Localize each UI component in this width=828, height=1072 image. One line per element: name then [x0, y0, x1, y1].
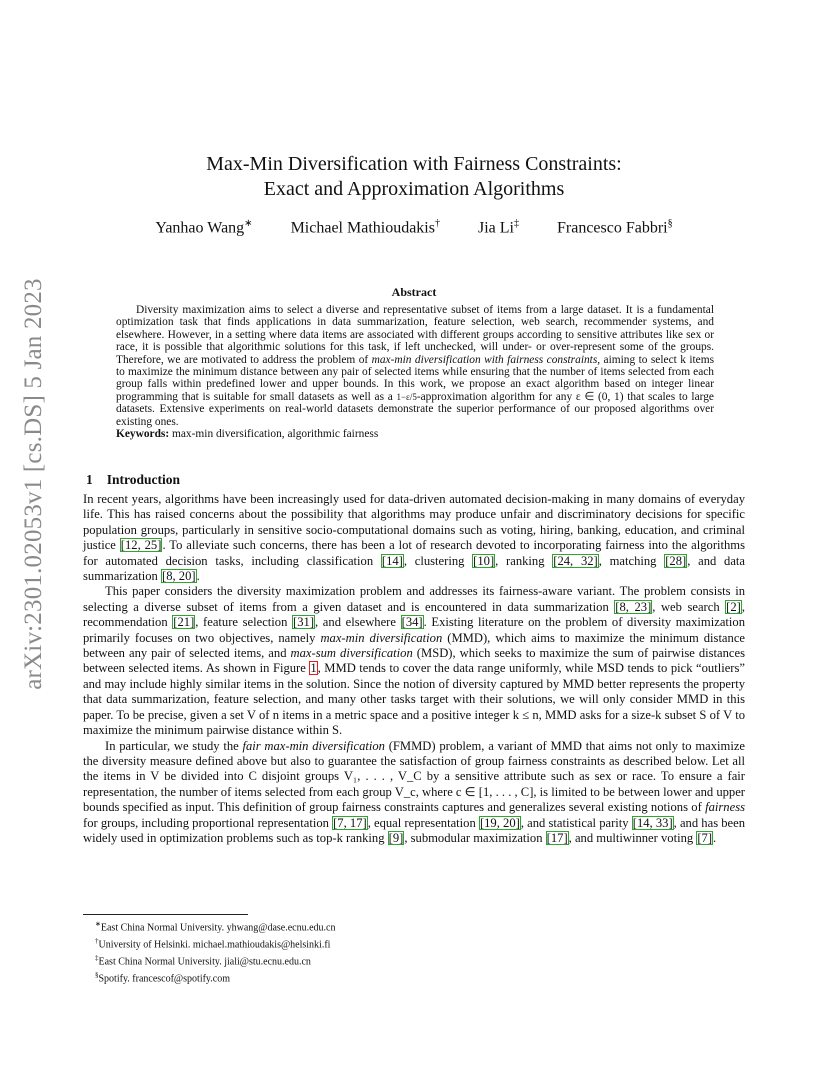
citation-link[interactable]: [28] — [665, 553, 687, 568]
citation-link[interactable]: [8, 23] — [615, 599, 652, 614]
citation-link[interactable]: [17] — [546, 830, 568, 845]
arxiv-identifier: arXiv:2301.02053v1 [cs.DS] 5 Jan 2023 — [20, 278, 47, 690]
citation-link[interactable]: [7, 17] — [333, 815, 367, 830]
author-list — [0, 218, 828, 237]
author: Yanhao Wang∗ — [155, 218, 253, 237]
footnote: §Spotify. francescof@spotify.com — [95, 970, 230, 985]
citation-link[interactable]: [12, 25] — [120, 538, 162, 553]
citation-link[interactable]: [2] — [726, 599, 741, 614]
section-heading: 1 Introduction — [86, 472, 181, 487]
abstract-heading: Abstract — [391, 285, 437, 299]
title-line-1: Max-Min Diversification with Fairness Constraints: — [206, 153, 622, 175]
citation-link[interactable]: [10] — [473, 553, 495, 568]
introduction-body — [83, 492, 745, 846]
citation-link[interactable]: [14, 33] — [632, 815, 673, 830]
citation-link[interactable]: [34] — [401, 615, 423, 630]
citation-link[interactable]: [24, 32] — [553, 553, 598, 568]
citation-link[interactable]: [7] — [697, 830, 713, 845]
footnote-rule — [83, 914, 248, 915]
citation-link[interactable]: [14] — [381, 553, 403, 568]
title-line-2: Exact and Approximation Algorithms — [263, 178, 565, 200]
abstract-paragraph: Diversity maximization aims to select a diverse and representative subset of items from a large dataset. It is a fundamental optimization task that finds applications in data summarization, feature selection, web search, recommender systems, and elsewhere. However, in a setting where data items are associated with different groups according to sensitive attributes like sex or race, it is possible that algorithmic solutions for this task, if left unchecked, will under- or over-represent some of the groups. Therefore, we are motivated to address the problem of max-min diversification with fairness constraints, aiming to select k items to maximize the minimum distance between any pair of selected items while ensuring that the number of items selected from each group falls within predefined lower and upper bounds. In this work, we propose an exact algorithm based on integer linear programming that is suitable for small datasets as well as a 1−ε/5-approximation algorithm for any ε ∈ (0, 1) that scales to large datasets. Extensive experiments on real-world datasets demonstrate the superior performance of our proposed algorithms over existing ones. — [116, 304, 715, 428]
footnote: ∗East China Normal University. yhwang@dase.ecnu.edu.cn — [95, 920, 336, 934]
footnote: †University of Helsinki. michael.mathioudakis@helsinki.fi — [95, 936, 331, 951]
arxiv-side-stamp — [18, 278, 50, 690]
author: Jia Li‡ — [477, 218, 519, 237]
paragraph: In particular, we study the fair max-min diversification (FMMD) problem, a variant of MMD that aims not only to maximize the diversity measure defined above but also to guarantee the satisfaction of group fairness constraints as described below. Let all the items in V be divided into C disjoint groups V₁, . . . , V_C by a sensitive attribute such as sex or race. To ensure a fair representation, the number of items selected from each group V_c, where c ∈ [1, . . . , C], is limited to be between lower and upper bounds specified as input. This definition of group fairness constraints captures and generalizes several existing notions of fairness for groups, including proportional representation [7, 17], equal representation [19, 20], and statistical parity [14, 33], and has been widely used in optimization problems such as top-k ranking [9], submodular maximization [17], and multiwinner voting [7]. — [83, 738, 746, 845]
paragraph: This paper considers the diversity maximization problem and addresses its fairness-aware variant. The problem consists in selecting a diverse subset of items from a given dataset and is encountered in data summarization [8, 23], web search [2], recommendation [21], feature selection [31], and elsewhere [34]. Existing literature on the problem of diversity maximization primarily focuses on two objectives, namely max-min diversification (MMD), which aims to maximize the minimum distance between any pair of selected items, and max-sum diversification (MSD), which seeks to maximize the sum of pairwise distances between selected items. As shown in Figure 1, MMD tends to cover the data range uniformly, while MSD tends to pick “outliers” and may include highly similar items in the solution. Since the notion of diversity captured by MMD better represents the property that data summarization, feature selection, and many other tasks target with their solutions, we will only consider MMD in this paper. To be precise, given a set V of n items in a metric space and a positive integer k ≤ n, MMD asks for a size-k subset S of V to maximize the minimum pairwise distance within S. — [83, 584, 746, 738]
keywords: Keywords: max-min diversification, algorithmic fairness — [116, 428, 379, 441]
author: Michael Mathioudakis† — [290, 218, 440, 237]
citation-link[interactable]: [21] — [173, 615, 195, 630]
footnote: ‡East China Normal University. jiali@stu.ecnu.edu.cn — [95, 953, 311, 968]
abstract-body — [116, 304, 714, 440]
paragraph: In recent years, algorithms have been increasingly used for data-driven automated decision-making in many domains of everyday life. This has raised concerns about the possibility that algorithms may produce unfair and discriminatory decisions for specific population groups, particularly in sensitive socio-computational domains such as voting, hiring, banking, education, and criminal justice [12, 25]. To alleviate such concerns, there has been a lot of research devoted to incorporating fairness into the algorithms for automated decision tasks, including classification [14], clustering [10], ranking [24, 32], matching [28], and data summarization [8, 20]. — [83, 492, 745, 584]
citation-link[interactable]: [9] — [388, 830, 404, 845]
footnotes — [83, 918, 683, 986]
figure-link[interactable]: 1 — [310, 661, 317, 676]
citation-link[interactable]: [8, 20] — [162, 569, 196, 584]
paper-title — [0, 152, 828, 202]
citation-link[interactable]: [19, 20] — [479, 815, 520, 830]
author: Francesco Fabbri§ — [556, 218, 673, 237]
citation-link[interactable]: [31] — [293, 615, 315, 630]
fraction: 1−ε/5 — [396, 391, 417, 402]
